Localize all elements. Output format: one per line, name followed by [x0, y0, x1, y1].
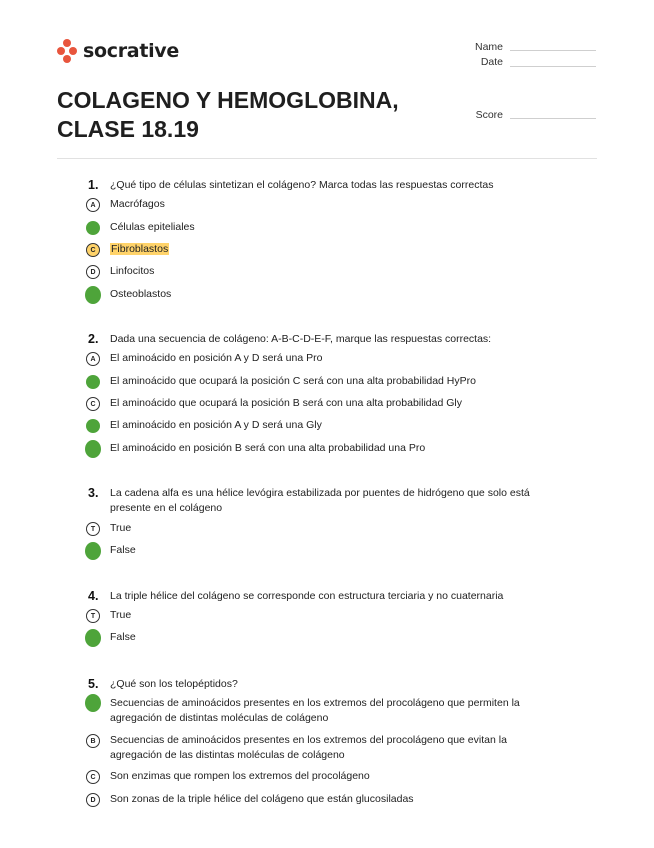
q2-option-d-text: El aminoácido en posición A y D será una Gly — [110, 419, 322, 431]
q1-option-c-marker-highlighted[interactable]: C — [86, 243, 100, 257]
page-title — [57, 86, 457, 144]
page-title-line1: COLAGENO Y HEMOGLOBINA, — [57, 87, 399, 113]
q3-option-false-marker-selected[interactable] — [85, 542, 101, 560]
q2-option-c-text: El aminoácido que ocupará la posición B será con una alta probabilidad Gly — [110, 397, 462, 409]
q1-option-e-text: Osteoblastos — [110, 288, 172, 300]
question-3-text-line1: La cadena alfa es una hélice levógira estabilizada por puentes de hidrógeno que solo está — [110, 487, 530, 499]
q1-option-c-text — [110, 242, 560, 257]
question-3-text — [110, 486, 560, 516]
question-3-number: 3. — [88, 486, 99, 500]
score-label: Score — [475, 109, 503, 121]
q3-option-false-text: False — [110, 544, 136, 556]
q5-option-c-text: Son enzimas que rompen los extremos del procolágeno — [110, 770, 370, 782]
q2-option-c-marker[interactable]: C — [86, 397, 100, 411]
question-5-number: 5. — [88, 677, 99, 691]
brand-name: socrative — [83, 40, 179, 62]
q5-option-d-marker[interactable]: D — [86, 793, 100, 807]
q5-option-b-text-line1: Secuencias de aminoácidos presentes en los extremos del procolágeno que evitan la — [110, 734, 507, 746]
q2-option-a-text: El aminoácido en posición A y D será una Pro — [110, 352, 323, 364]
header-divider — [57, 158, 597, 159]
q2-option-b-marker-selected[interactable] — [86, 375, 100, 389]
q2-option-b-text: El aminoácido que ocupará la posición C será con una alta probabilidad HyPro — [110, 375, 476, 387]
question-5-text: ¿Qué son los telopéptidos? — [110, 678, 238, 690]
q5-option-a-text-line1: Secuencias de aminoácidos presentes en los extremos del procolágeno que permiten la — [110, 697, 520, 709]
date-label: Date — [480, 56, 503, 68]
q5-option-a-text-line2: agregación de distintas moléculas de colágeno — [110, 712, 329, 724]
q5-option-c-marker[interactable]: C — [86, 770, 100, 784]
q2-option-a-marker[interactable]: A — [86, 352, 100, 366]
question-4-number: 4. — [88, 589, 99, 603]
q4-option-true-text: True — [110, 609, 132, 621]
q1-option-a-text: Macrófagos — [110, 198, 165, 210]
q5-option-b-marker[interactable]: B — [86, 734, 100, 748]
q1-option-c-highlight: Fibroblastos — [111, 243, 169, 255]
name-field[interactable] — [510, 50, 596, 51]
q5-option-a-marker-selected[interactable] — [85, 694, 101, 712]
q5-option-b-text-line2: agregación de las distintas moléculas de colágeno — [110, 749, 345, 761]
q5-option-a-text — [110, 696, 560, 726]
q3-option-true-marker[interactable]: T — [86, 522, 100, 536]
page-title-line2: CLASE 18.19 — [57, 116, 199, 142]
q1-option-d-text: Linfocitos — [110, 265, 155, 277]
score-field[interactable] — [510, 118, 596, 119]
q4-option-false-marker-selected[interactable] — [85, 629, 101, 647]
question-1-number: 1. — [88, 178, 99, 192]
q5-option-d-text: Son zonas de la triple hélice del colágeno que están glucosiladas — [110, 793, 414, 805]
q1-option-a-marker[interactable]: A — [86, 198, 100, 212]
name-label: Name — [474, 41, 503, 53]
question-4-text: La triple hélice del colágeno se corresponde con estructura terciaria y no cuaternaria — [110, 590, 504, 602]
question-2-number: 2. — [88, 332, 99, 346]
q1-option-e-marker-selected[interactable] — [85, 286, 101, 304]
q1-option-b-text: Células epiteliales — [110, 221, 195, 233]
q5-option-b-text — [110, 733, 560, 763]
q4-option-true-marker[interactable]: T — [86, 609, 100, 623]
q1-option-d-marker[interactable]: D — [86, 265, 100, 279]
date-field[interactable] — [510, 66, 596, 67]
socrative-logo — [57, 37, 179, 65]
q2-option-e-marker-selected[interactable] — [85, 440, 101, 458]
q2-option-d-marker-selected[interactable] — [86, 419, 100, 433]
q1-option-b-marker-selected[interactable] — [86, 221, 100, 235]
q3-option-true-text: True — [110, 522, 132, 534]
question-3-text-line2: presente en el colágeno — [110, 502, 223, 514]
q2-option-e-text: El aminoácido en posición B será con una alta probabilidad una Pro — [110, 442, 426, 454]
q4-option-false-text: False — [110, 631, 136, 643]
question-1-text: ¿Qué tipo de células sintetizan el colágeno? Marca todas las respuestas correctas — [110, 179, 494, 191]
question-2-text: Dada una secuencia de colágeno: A-B-C-D-E-F, marque las respuestas correctas: — [110, 333, 492, 345]
socrative-logo-icon — [57, 38, 77, 64]
